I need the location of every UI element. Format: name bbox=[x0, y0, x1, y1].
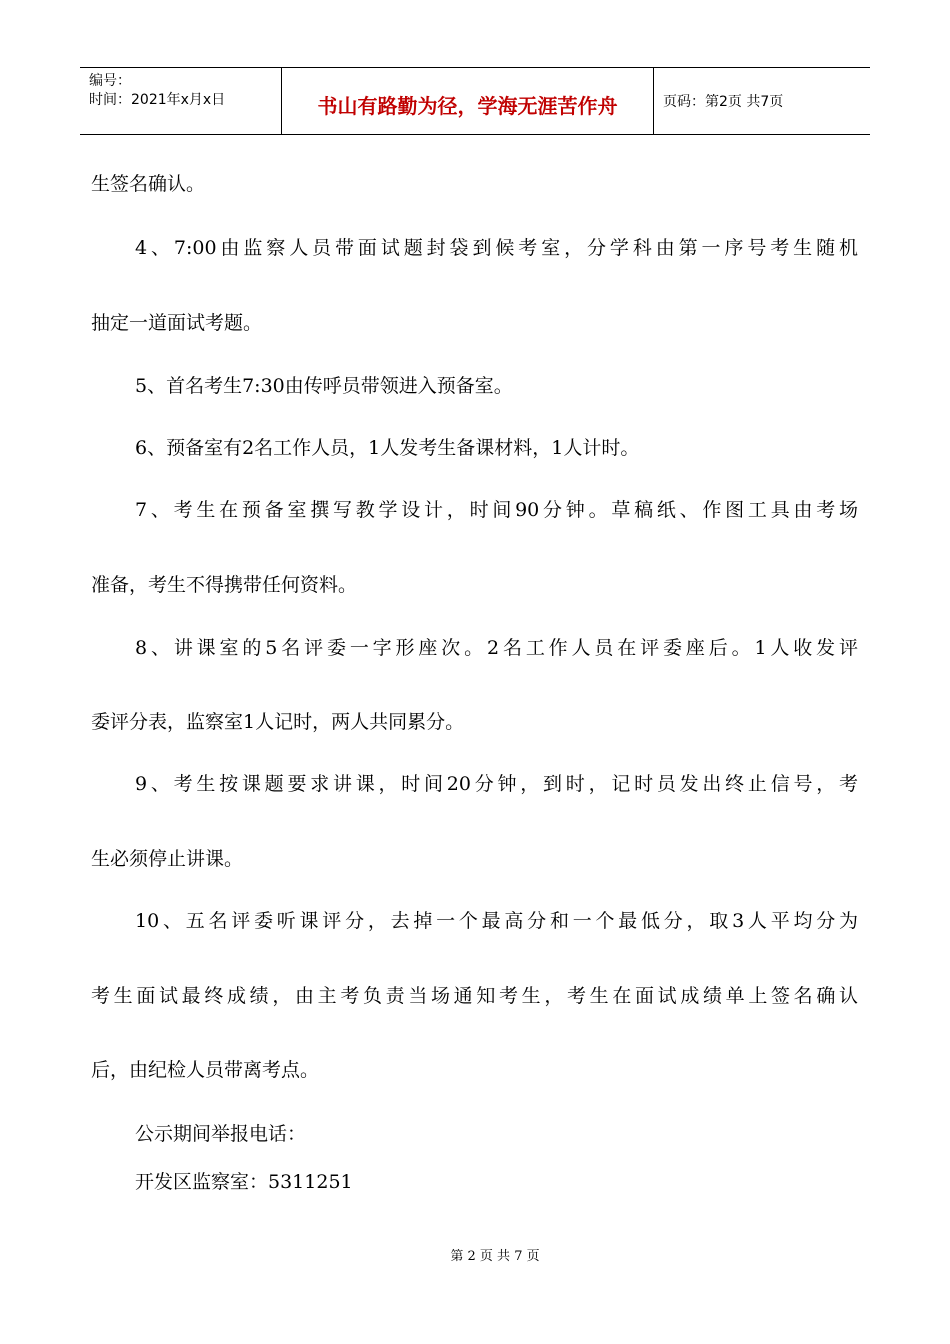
body-line: 生签名确认。 bbox=[91, 173, 206, 195]
body-line: 后，由纪检人员带离考点。 bbox=[91, 1059, 320, 1081]
page-footer: 第 2 页 共 7 页 bbox=[450, 1249, 540, 1264]
header-motto: 书山有路勤为径，学海无涯苦作舟 bbox=[282, 68, 654, 134]
body-line: 公示期间举报电话： bbox=[135, 1123, 307, 1145]
body-line: 4、7:00由监察人员带面试题封袋到候考室，分学科由第一序号考生随机 bbox=[135, 237, 858, 259]
header-meta bbox=[80, 68, 282, 134]
body-line: 8、讲课室的5名评委一字形座次。2名工作人员在评委座后。1人收发评 bbox=[135, 637, 858, 659]
body-line: 5、首名考生7:30由传呼员带领进入预备室。 bbox=[135, 375, 513, 397]
body-line: 抽定一道面试考题。 bbox=[91, 312, 263, 334]
document-time-label: 时间：2021年x月x日 bbox=[89, 92, 226, 108]
body-line: 生必须停止讲课。 bbox=[91, 848, 244, 870]
document-number-label: 编号： bbox=[89, 73, 131, 89]
body-line: 9、考生按课题要求讲课，时间20分钟，到时，记时员发出终止信号，考 bbox=[135, 773, 858, 795]
header-page-code: 页码：第2页 共7页 bbox=[663, 94, 784, 110]
body-line: 6、预备室有2名工作人员，1人发考生备课材料，1人计时。 bbox=[135, 437, 640, 459]
body-line: 7、考生在预备室撰写教学设计，时间90分钟。草稿纸、作图工具由考场 bbox=[135, 499, 858, 521]
body-line: 委评分表，监察室1人记时，两人共同累分。 bbox=[91, 711, 465, 733]
page-header bbox=[80, 67, 870, 135]
body-line: 10、五名评委听课评分，去掉一个最高分和一个最低分，取3人平均分为 bbox=[135, 910, 858, 932]
body-line: 考生面试最终成绩，由主考负责当场通知考生，考生在面试成绩单上签名确认 bbox=[91, 985, 858, 1007]
body-line: 开发区监察室：5311251 bbox=[135, 1171, 353, 1193]
body-line: 准备，考生不得携带任何资料。 bbox=[91, 574, 358, 596]
